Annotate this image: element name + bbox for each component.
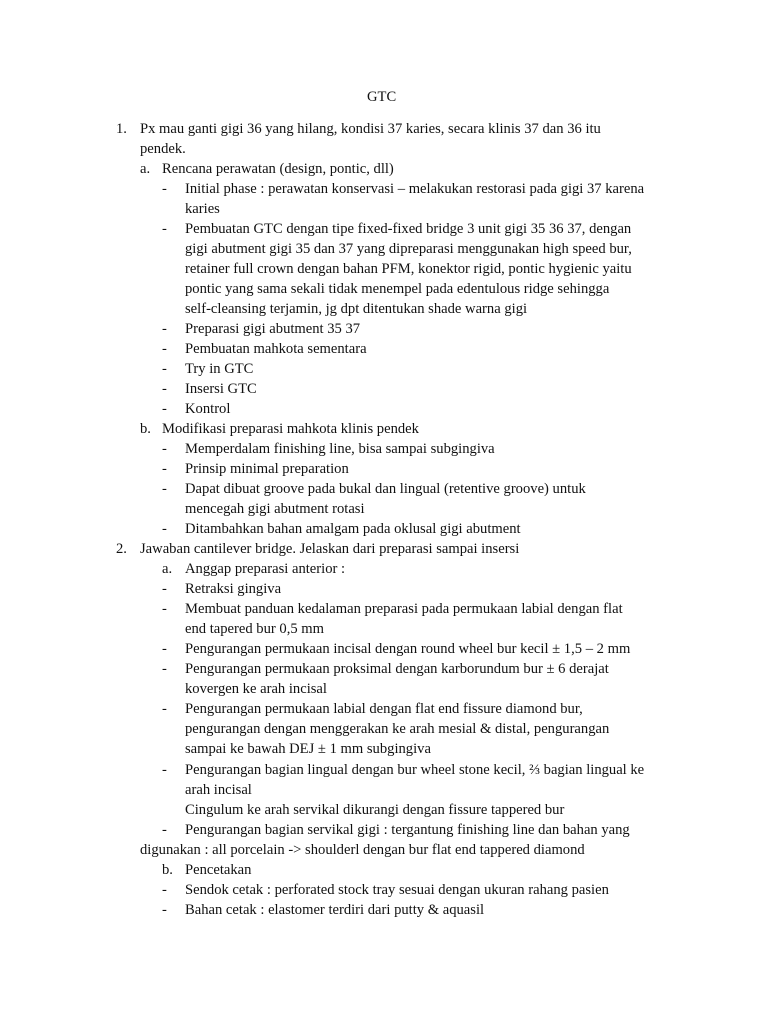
list-letter: a. [140,161,151,177]
bullet-text: Pembuatan GTC dengan tipe fixed-fixed bridge 3 unit gigi 35 36 37, dengan [185,221,632,237]
bullet-text: Ditambahkan bahan amalgam pada oklusal gigi abutment [185,521,521,537]
list-letter: a. [162,561,173,577]
bullet-text: gigi abutment gigi 35 dan 37 yang dipreparasi menggunakan high speed bur, [185,241,632,257]
bullet-dash: - [162,341,167,357]
bullet-dash: - [162,521,167,537]
list-letter: b. [162,862,173,878]
bullet-text: Retraksi gingiva [185,581,282,597]
bullet-dash: - [162,181,167,197]
bullet-dash: - [162,401,167,417]
list-number: 1. [116,121,127,137]
bullet-text: pontic yang sama sekali tidak menempel pada edentulous ridge sehingga [185,281,610,297]
bullet-text: Bahan cetak : elastomer terdiri dari putty & aquasil [185,902,485,918]
list-item-text: Pencetakan [185,862,252,878]
bullet-text: kovergen ke arah incisal [185,681,327,697]
bullet-text: Kontrol [185,401,231,417]
bullet-dash: - [162,581,167,597]
bullet-dash: - [162,481,167,497]
page-title: GTC [367,89,397,105]
bullet-text: Pembuatan mahkota sementara [185,341,367,357]
list-item-text: Modifikasi preparasi mahkota klinis pendek [162,421,419,437]
list-item-text: pendek. [140,141,186,157]
bullet-text: sampai ke bawah DEJ ± 1 mm subgingiva [185,741,431,757]
bullet-dash: - [162,701,167,717]
bullet-text: Try in GTC [185,361,254,377]
bullet-text: Prinsip minimal preparation [185,461,349,477]
bullet-text: Dapat dibuat groove pada bukal dan lingual (retentive groove) untuk [185,481,586,497]
list-item-text: Rencana perawatan (design, pontic, dll) [162,161,394,177]
bullet-text: Pengurangan permukaan labial dengan flat end fissure diamond bur, [185,701,583,717]
bullet-dash: - [162,361,167,377]
bullet-text: arah incisal [185,782,252,798]
bullet-dash: - [162,601,167,617]
bullet-text: Sendok cetak : perforated stock tray sesuai dengan ukuran rahang pasien [185,882,609,898]
bullet-text: Membuat panduan kedalaman preparasi pada permukaan labial dengan flat [185,601,623,617]
bullet-text: Cingulum ke arah servikal dikurangi dengan fissure tappered bur [185,802,565,818]
bullet-text: end tapered bur 0,5 mm [185,621,325,637]
bullet-dash: - [162,882,167,898]
bullet-text: Memperdalam finishing line, bisa sampai subgingiva [185,441,495,457]
bullet-dash: - [162,762,167,778]
bullet-text: Insersi GTC [185,381,257,397]
bullet-text: digunakan : all porcelain -> shoulderl dengan bur flat end tappered diamond [140,842,585,858]
bullet-text: mencegah gigi abutment rotasi [185,501,365,517]
bullet-dash: - [162,441,167,457]
bullet-dash: - [162,902,167,918]
bullet-dash: - [162,381,167,397]
list-letter: b. [140,421,151,437]
bullet-text: Pengurangan bagian lingual dengan bur wheel stone kecil, ⅔ bagian lingual ke [185,762,645,778]
bullet-dash: - [162,822,167,838]
bullet-text: Preparasi gigi abutment 35 37 [185,321,361,337]
bullet-dash: - [162,641,167,657]
bullet-dash: - [162,221,167,237]
list-item-text: Jawaban cantilever bridge. Jelaskan dari preparasi sampai insersi [140,541,520,557]
bullet-text: Pengurangan permukaan incisal dengan round wheel bur kecil ± 1,5 – 2 mm [185,641,631,657]
bullet-text: Pengurangan permukaan proksimal dengan karborundum bur ± 6 derajat [185,661,609,677]
bullet-dash: - [162,321,167,337]
bullet-text: Pengurangan bagian servikal gigi : tergantung finishing line dan bahan yang [185,822,630,838]
bullet-text: pengurangan dengan menggerakan ke arah mesial & distal, pengurangan [185,721,610,737]
bullet-text: self-cleansing terjamin, jg dpt ditentukan shade warna gigi [185,301,528,317]
bullet-text: retainer full crown dengan bahan PFM, konektor rigid, pontic hygienic yaitu [185,261,632,277]
bullet-dash: - [162,461,167,477]
bullet-text: karies [185,201,220,217]
bullet-dash: - [162,661,167,677]
bullet-text: Initial phase : perawatan konservasi – melakukan restorasi pada gigi 37 karena [185,181,645,197]
list-item-text: Px mau ganti gigi 36 yang hilang, kondisi 37 karies, secara klinis 37 dan 36 itu [140,121,601,137]
list-item-text: Anggap preparasi anterior : [185,561,346,577]
list-number: 2. [116,541,127,557]
